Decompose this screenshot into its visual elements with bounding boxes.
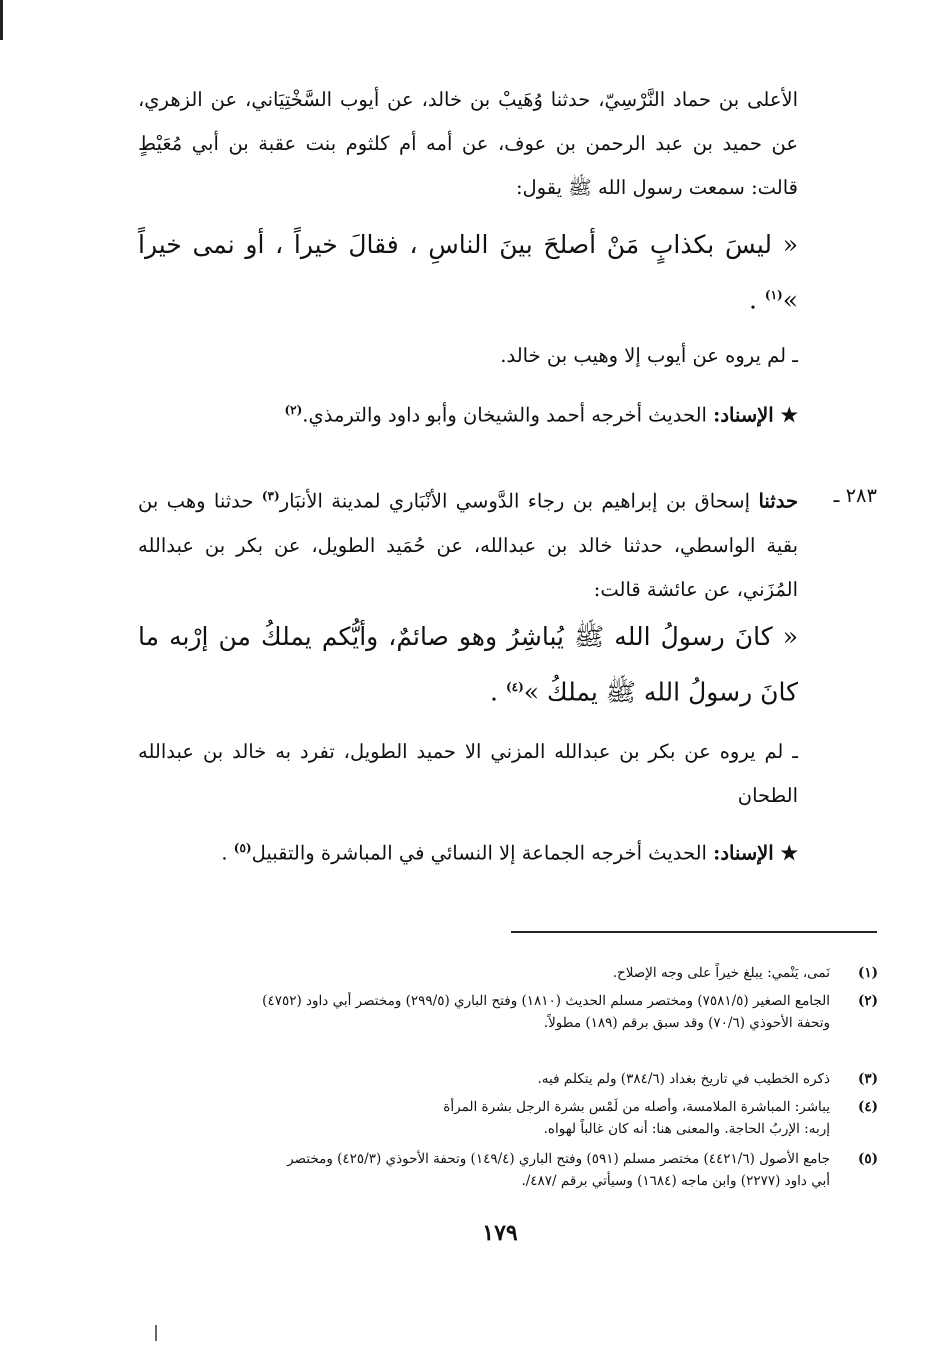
footnote-divider (511, 931, 877, 933)
hadith-283-chain: حدثنا إسحاق بن إبراهيم بن رجاء الدَّوسي الأنْبَاري لمدينة الأنبَار$^{(٣)}$ حدثنا وهب بن بقية الواسطي، حدثنا خالد بن عبدالله، عن حُمَيد الطويل، عن بكر بن عبدالله المُزَني، عن عائشة قالت: (138, 489, 798, 601)
footnote-text: الجامع الصغير (٧٥٨١/٥) ومختصر مسلم الحديث (١٨١٠) وفتح الباري (٢٩٩/٥) ومختصر أبي داود (٤٧٥٢) (262, 993, 830, 1009)
footnote-3 (138, 1068, 878, 1090)
isnad-label: ★ الإسناد: (713, 403, 798, 427)
footnote-number: (٤) (857, 1099, 878, 1115)
hadith-number: ٢٨٣ ـ (833, 484, 877, 507)
footnote-ref-2[interactable]: (٢) (284, 403, 303, 417)
footnote-number: (٢) (857, 993, 878, 1009)
footnote-number: (١) (857, 965, 878, 981)
footnote-text: نَمى، يَنْمي: يبلغ خيراً على وجه الإصلاح. (612, 965, 830, 981)
footnote-text: جامع الأصول (٤٤٢١/٦) مختصر مسلم (٥٩١) وفتح الباري (١٤٩/٤) وتحفة الأحوذي (٤٢٥/٣) ومختصر (287, 1151, 830, 1167)
footnote-text-continued: إربه: الإربُ الحاجة. والمعنى هنا: أنه كان غالباً لهواه. (543, 1121, 830, 1137)
footnote-number: (٥) (857, 1151, 878, 1167)
hadith-282-chain: الأعلى بن حماد النَّرْسِيّ، حدثنا وُهَيبْ بن خالد، عن أيوب السَّخْتِيَاني، عن الزهري، عن حميد بن عبد الرحمن بن عوف، عن أمه أم كلثوم بنت عقبة بن أبي مُعَيْطٍ قالت: سمعت رسول الله ﷺ يقول: (138, 88, 798, 199)
footnote-2 (138, 990, 878, 1034)
footnote-text: ذكره الخطيب في تاريخ بغداد (٣٨٤/٦) ولم يتكلم فيه. (537, 1071, 830, 1087)
page-number: ١٧٩ (482, 1220, 518, 1246)
footnote-text-continued: أبي داود (٢٢٧٧) وابن ماجه (١٦٨٤) وسيأتي برقم /٤٨٧/. (521, 1173, 830, 1189)
page-edge-mark (0, 0, 3, 40)
hadith-282-text: « ليسَ بكذابٍ مَنْ أصلحَ بينَ الناسِ ، فقالَ خيراً ، أو نمى خيراً »$^{(١)}$ . (138, 230, 798, 315)
lead-word: حدثنا (758, 489, 798, 513)
footnote-number: (٣) (857, 1071, 878, 1087)
hadith-283-text: « كانَ رسولُ الله ﷺ يُباشِرُ وهو صائمٌ، وأيُّكم يملكُ من إرْبه ما كانَ رسولُ الله ﷺ يملكُ »$^{(٤)}$ . (138, 622, 798, 707)
footnote-text-continued: وتحفة الأحوذي (٧٠/٦) وقد سبق برقم (١٨٩) مطولاً. (543, 1015, 830, 1031)
footnote-text: يباشر: المباشرة الملامسة، وأصله من لَمْس بشرة الرجل بشرة المرأة (443, 1099, 830, 1115)
footnote-5 (138, 1148, 878, 1192)
footnote-ref-5[interactable]: (٥) (233, 841, 252, 855)
hadith-283-note: ـ لم يروه عن بكر بن عبدالله المزني الا حميد الطويل، تفرد به خالد بن عبدالله الطحان (138, 740, 798, 807)
hadith-282-note: ـ لم يروه عن أيوب إلا وهيب بن خالد. (500, 344, 798, 367)
footnote-ref-4[interactable]: (٤) (505, 680, 524, 694)
isnad-label: ★ الإسناد: (713, 841, 798, 865)
hadith-282-isnad: ★ الإسناد: الحديث أخرجه أحمد والشيخان وأبو داود والترمذي.$^{(٢)}$ (284, 403, 798, 427)
scan-mark (155, 1325, 157, 1341)
footnote-ref-3[interactable]: (٣) (261, 489, 280, 503)
footnote-ref-1[interactable]: (١) (764, 288, 783, 302)
hadith-283-isnad: ★ الإسناد: الحديث أخرجه الجماعة إلا النسائي في المباشرة والتقبيل$^{(٥)}$ . (221, 841, 798, 865)
footnote-4 (138, 1096, 878, 1140)
footnote-1 (138, 962, 878, 984)
